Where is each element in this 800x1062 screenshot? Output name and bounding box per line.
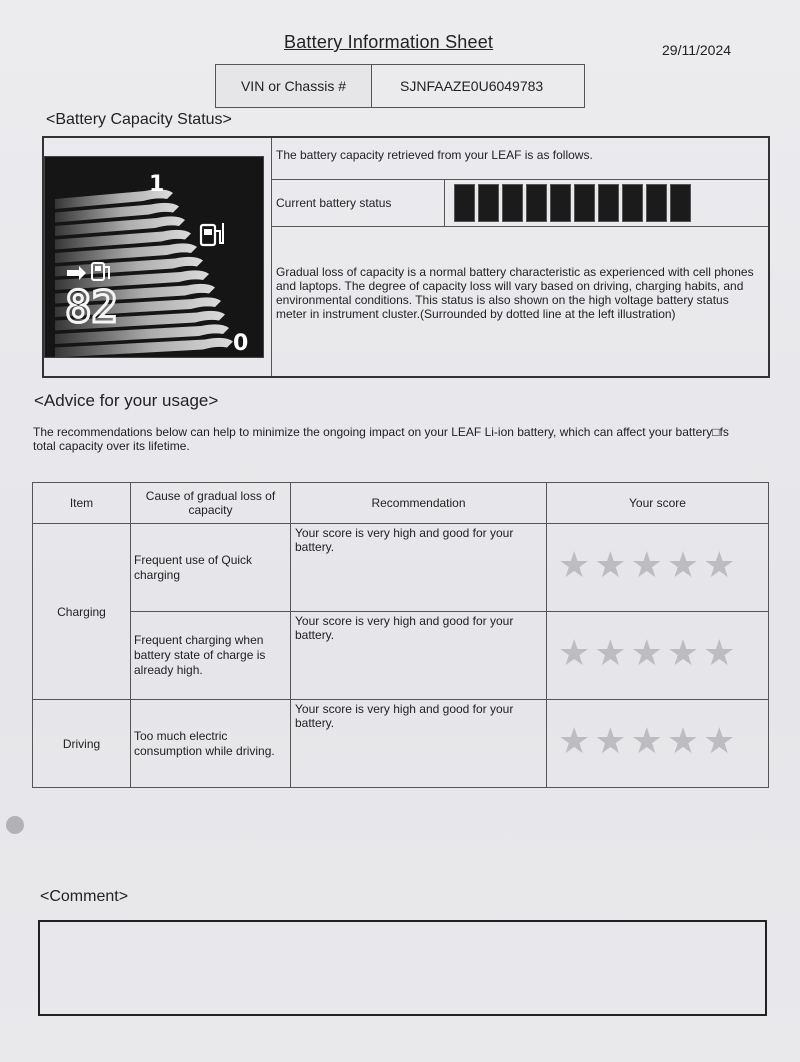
header-score: Your score: [547, 483, 769, 524]
battery-status-bars: [445, 180, 691, 226]
capacity-details: [271, 138, 768, 376]
status-bar-segment: [574, 184, 595, 222]
table-row: [33, 612, 769, 700]
table-row: [33, 524, 769, 612]
advice-intro: The recommendations below can help to minimize the ongoing impact on your LEAF Li-ion battery, which can affect your battery□fs total capacity over its lifetime.: [33, 425, 729, 453]
score-cell: [547, 700, 769, 788]
recommendation-cell: Your score is very high and good for your battery.: [291, 612, 547, 700]
cause-cell: Frequent charging when battery state of charge is already high.: [131, 612, 291, 700]
capacity-section-title: <Battery Capacity Status>: [46, 111, 232, 128]
group-driving: Driving: [33, 700, 131, 788]
score-cell: [547, 524, 769, 612]
star-rating: [548, 525, 767, 583]
vin-value: SJNFAAZE0U6049783: [400, 78, 544, 94]
star-rating: [548, 613, 767, 671]
star-icon: ★: [630, 632, 663, 673]
status-bar-segment: [526, 184, 547, 222]
score-cell: [547, 612, 769, 700]
star-icon: ★: [666, 632, 700, 673]
status-bar-segment: [670, 184, 691, 222]
status-bar-segment: [622, 184, 643, 222]
battery-gauge-svg: [45, 157, 263, 357]
status-bar-segment: [502, 184, 523, 222]
advice-section-title: <Advice for your usage>: [34, 391, 219, 410]
star-rating: [548, 701, 767, 759]
status-bar-segment: [478, 184, 499, 222]
star-icon: ★: [630, 720, 663, 761]
star-icon: ★: [558, 544, 591, 585]
gauge-percent-readout: 82: [65, 282, 118, 333]
star-icon: ★: [703, 544, 736, 585]
star-icon: ★: [594, 632, 627, 673]
table-row: [33, 700, 769, 788]
star-icon: ★: [703, 632, 736, 673]
status-bar-segment: [646, 184, 667, 222]
star-icon: ★: [594, 720, 627, 761]
sheet-date: 29/11/2024: [662, 42, 732, 58]
star-icon: ★: [558, 632, 591, 673]
capacity-box: [42, 136, 770, 378]
star-icon: ★: [666, 720, 700, 761]
battery-status-label: Current battery status: [272, 180, 445, 226]
vin-label: VIN or Chassis #: [216, 65, 372, 107]
star-icon: ★: [703, 720, 736, 761]
paper-smudge: [6, 816, 24, 834]
advice-table-header: [33, 483, 769, 524]
header-item: Item: [33, 483, 131, 524]
star-icon: ★: [558, 720, 591, 761]
gauge-top-label: 1: [149, 172, 165, 197]
capacity-description: Gradual loss of capacity is a normal battery characteristic as experienced with cell phones and laptops. The degree of capacity loss will vary based on driving, charging habits, and environmental conditions. This status is also shown on the high voltage battery status meter in instrument cluster.(Surrounded by dotted line at the left illustration): [276, 265, 754, 321]
star-icon: ★: [630, 544, 663, 585]
capacity-retrieved-text: The battery capacity retrieved from your LEAF is as follows.: [272, 138, 768, 180]
star-icon: ★: [666, 544, 700, 585]
star-icon: ★: [594, 544, 627, 585]
header-recommendation: Recommendation: [291, 483, 547, 524]
cause-cell: Frequent use of Quick charging: [131, 524, 291, 612]
header-cause: Cause of gradual loss of capacity: [131, 483, 291, 524]
group-charging: Charging: [33, 524, 131, 700]
advice-table: [32, 482, 769, 788]
recommendation-cell: Your score is very high and good for your battery.: [291, 700, 547, 788]
vin-box: [215, 64, 585, 108]
status-bar-segment: [598, 184, 619, 222]
cause-cell: Too much electric consumption while driving.: [131, 700, 291, 788]
comment-section-title: <Comment>: [40, 888, 129, 905]
battery-gauge-illustration: [44, 156, 264, 358]
status-bar-segment: [550, 184, 571, 222]
status-bar-segment: [454, 184, 475, 222]
fuel-pump-icon: [201, 223, 223, 245]
gauge-bottom-label: 0: [233, 331, 249, 356]
comment-box: [38, 920, 767, 1016]
battery-status-row: [272, 180, 768, 227]
recommendation-cell: Your score is very high and good for your battery.: [291, 524, 547, 612]
page-title: Battery Information Sheet: [284, 32, 494, 52]
